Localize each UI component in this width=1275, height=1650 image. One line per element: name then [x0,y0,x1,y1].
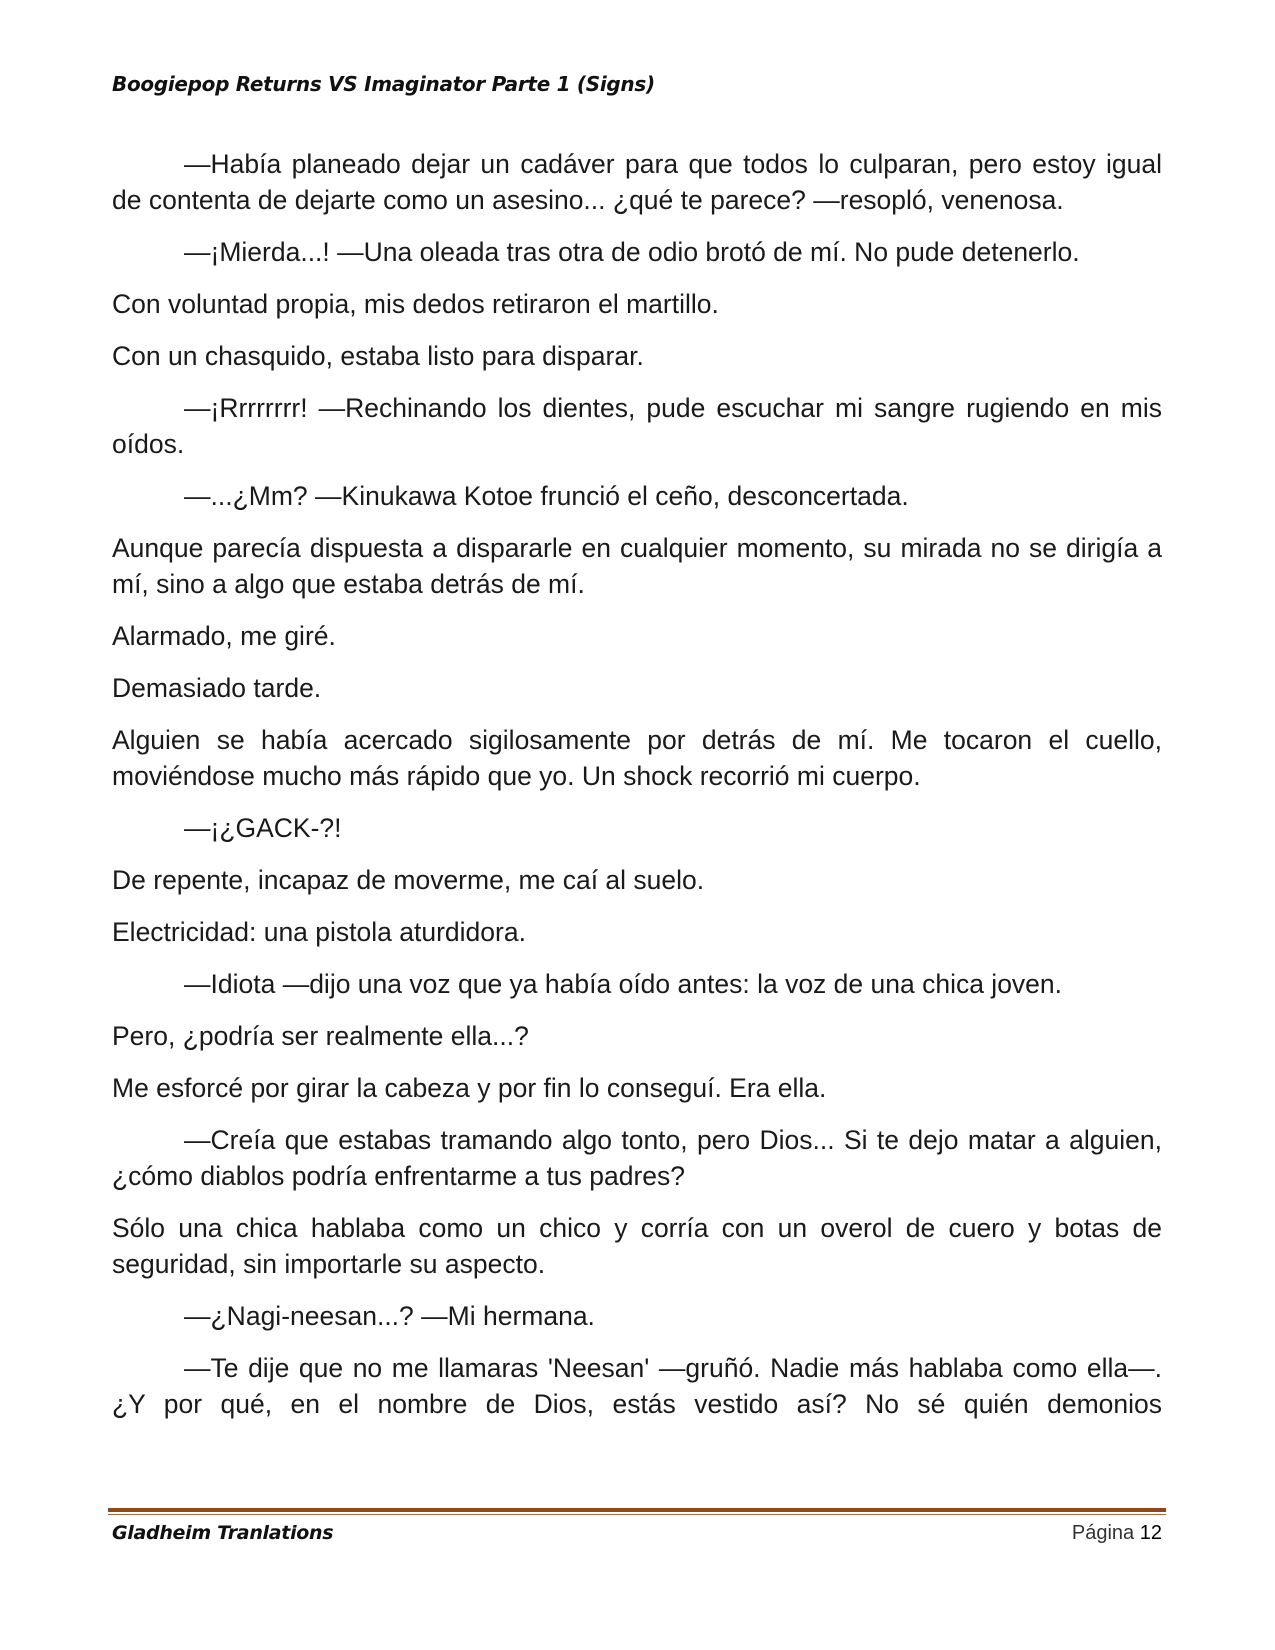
paragraph: Con voluntad propia, mis dedos retiraron el martillo. [112,289,719,319]
footer-rule-thin [108,1514,1166,1515]
paragraph: —¡Mierda...! —Una oleada tras otra de odio brotó de mí. No pude detenerlo. [184,237,1080,267]
paragraph: Sólo una chica hablaba como un chico y corría con un overol de cuero y botas de seguridad, sin importarle su aspecto. [112,1213,1162,1279]
paragraph: —Idiota —dijo una voz que ya había oído antes: la voz de una chica joven. [184,969,1063,999]
paragraph: —¿Nagi-neesan...? —Mi hermana. [184,1301,595,1331]
paragraph: —¡Rrrrrrrr! —Rechinando los dientes, pude escuchar mi sangre rugiendo en mis oídos. [112,393,1162,459]
page-number-value: 12 [1139,1522,1162,1544]
paragraph: —Te dije que no me llamaras 'Neesan' —gruñó. Nadie más hablaba como ella—. ¿Y por qué, en el nombre de Dios, estás vestido así? No sé quién demonios [112,1353,1162,1419]
paragraph: —Había planeado dejar un cadáver para que todos lo culparan, pero estoy igual de contenta de dejarte como un asesino... ¿qué te parece? —resopló, venenosa. [112,149,1162,215]
paragraph: Alarmado, me giré. [112,621,336,651]
paragraph: De repente, incapaz de moverme, me caí al suelo. [112,865,705,895]
page-number [1072,1522,1162,1545]
paragraph: —Creía que estabas tramando algo tonto, pero Dios... Si te dejo matar a alguien, ¿cómo diablos podría enfrentarme a tus padres? [112,1125,1162,1191]
body-text [112,146,1162,1422]
paragraph: Con un chasquido, estaba listo para disparar. [112,341,644,371]
page-label: Página [1071,1522,1135,1544]
paragraph: —¡¿GACK-?! [184,813,342,843]
paragraph: Demasiado tarde. [112,673,322,703]
paragraph: Pero, ¿podría ser realmente ella...? [112,1021,529,1051]
paragraph: Alguien se había acercado sigilosamente por detrás de mí. Me tocaron el cuello, moviéndose mucho más rápido que yo. Un shock recorrió mi cuerpo. [112,725,1162,791]
paragraph: Me esforcé por girar la cabeza y por fin lo conseguí. Era ella. [112,1073,827,1103]
running-header: Boogiepop Returns VS Imaginator Parte 1 (Signs) [112,72,655,96]
paragraph: Electricidad: una pistola aturdidora. [112,917,526,947]
paragraph: Aunque parecía dispuesta a dispararle en cualquier momento, su mirada no se dirigía a mí, sino a algo que estaba detrás de mí. [112,533,1162,599]
paragraph: —...¿Mm? —Kinukawa Kotoe frunció el ceño, desconcertada. [184,481,909,511]
footer-publisher: Gladheim Tranlations [112,1522,334,1544]
footer-rule [108,1508,1166,1512]
